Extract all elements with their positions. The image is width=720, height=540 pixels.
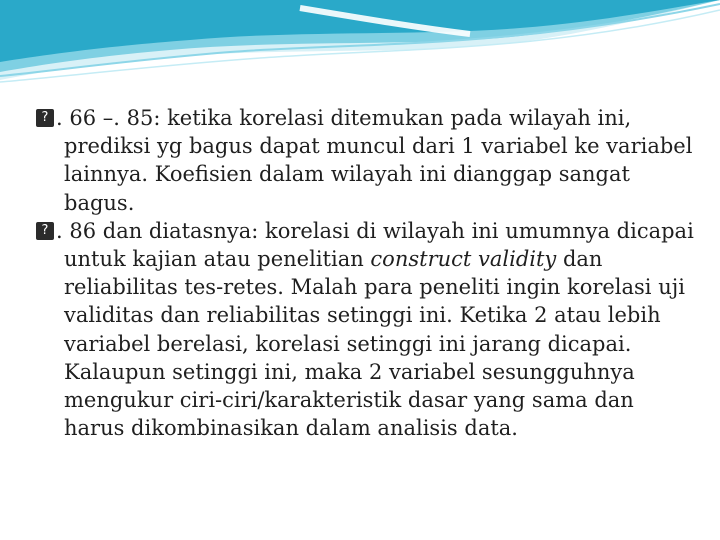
list-item [36,217,696,443]
slide-body [36,104,696,442]
missing-glyph-icon: ? [36,109,54,127]
item-text-tail: dan reliabilitas tes-retes. Malah para peneliti ingin korelasi uji validitas dan reliabilitas setinggi ini. Ketika 2 atau lebih variabel berelasi, korelasi setinggi ini jarang dicapai. Kalaupun setinggi ini, maka 2 variabel sesungguhnya mengukur ciri-ciri/karakteristik dasar yang sama dan harus dikombinasikan dalam analisis data. [64,247,685,441]
item-text: . 86 dan diatasnya: korelasi di wilayah ini umumnya dicapai untuk kajian atau penelitian [56,218,694,272]
list-item [36,104,696,217]
item-text: . 66 –. 85: ketika korelasi ditemukan pada wilayah ini, prediksi yg bagus dapat muncul dari 1 variabel ke variabel lainnya. Koefisien dalam wilayah ini dianggap sangat bagus. [56,106,693,215]
missing-glyph-icon: ? [36,222,54,240]
item-emphasis: construct validity [370,247,557,272]
header-wave-decoration [0,0,720,90]
